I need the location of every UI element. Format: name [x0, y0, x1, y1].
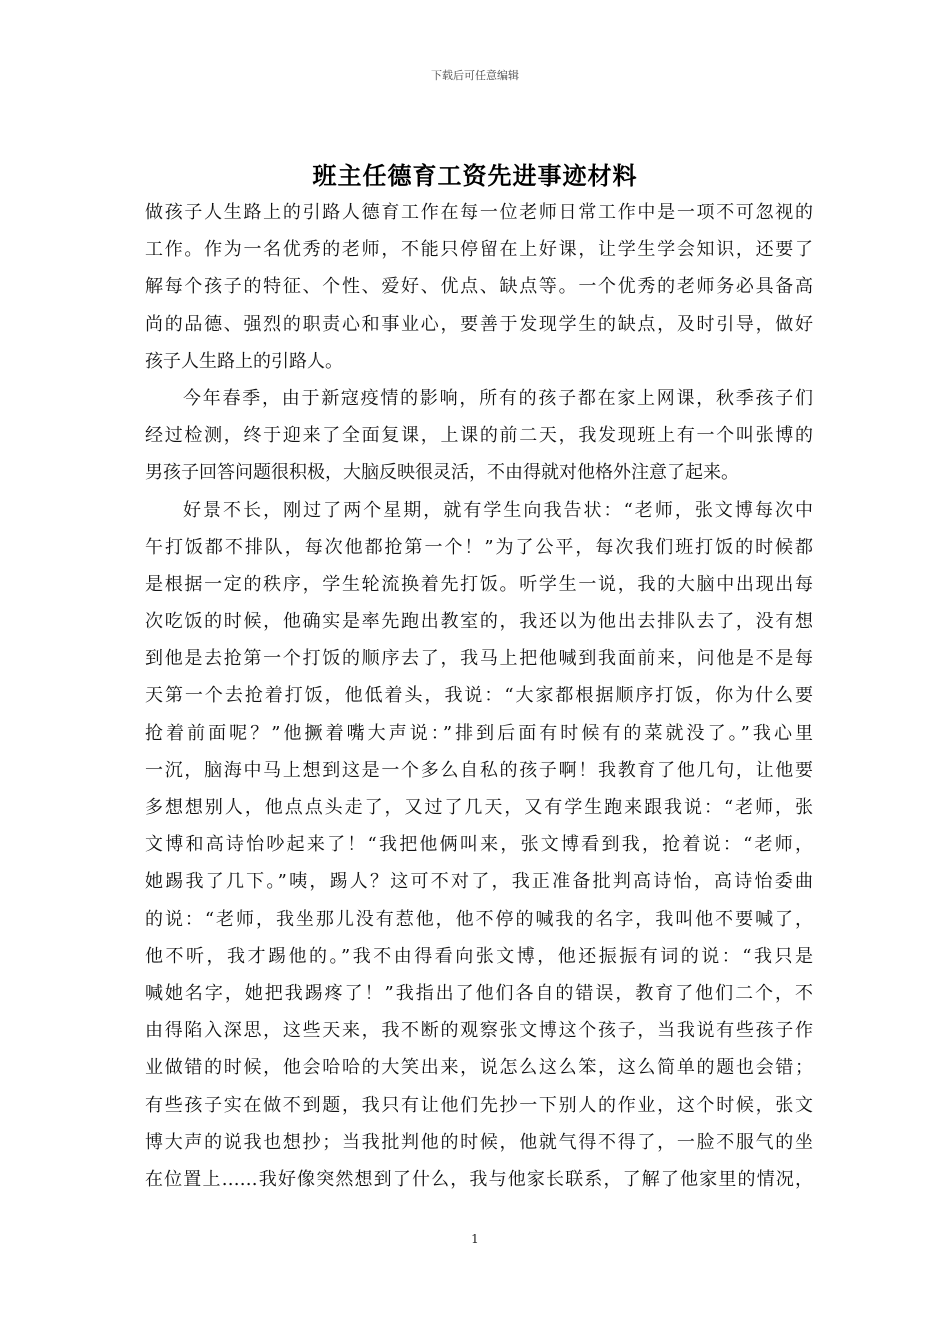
document-body [145, 194, 813, 1198]
paragraph-1-line-1: 做孩子人生路上的引路人德育工作在每一位老师日常工作中是一项不可忽视的 [145, 202, 813, 223]
paragraph-3-line-18: 博大声的说我也想抄；当我批判他的时候，他就气得不得了，一脸不服气的坐 [145, 1131, 813, 1153]
paragraph-3-line-17: 有些孩子实在做不到题，我只有让他们先抄一下别人的作业，这个时候，张文 [145, 1094, 813, 1116]
paragraph-3-line-14: 喊她名字，她把我踢疼了！”我指出了他们各自的错误，教育了他们二个，不 [145, 982, 813, 1004]
document-title: 班主任德育工资先进事迹材料 [312, 162, 638, 190]
paragraph-3-line-1: 好景不长，刚过了两个星期，就有学生向我告状：“老师，张文博每次中 [183, 499, 813, 521]
paragraph-3-line-12: 的说：“老师，我坐那儿没有惹他，他不停的喊我的名字，我叫他不要喊了， [145, 908, 813, 930]
page-header-note: 下载后可任意编辑 [431, 69, 519, 82]
paragraph-1-line-3: 解每个孩子的特征、个性、爱好、优点、缺点等。一个优秀的老师务必具备高 [145, 276, 813, 298]
paragraph-3-line-11: 她踢我了几下。”咦，踢人？这可不对了，我正准备批判高诗怡，高诗怡委曲 [145, 871, 813, 893]
paragraph-2-line-3: 男孩子回答问题很积极，大脑反映很灵活，不由得就对他格外注意了起来。 [145, 462, 739, 484]
paragraph-1-line-4: 尚的品德、强烈的职责心和事业心，要善于发现学生的缺点，及时引导，做好 [145, 313, 813, 335]
paragraph-1-line-5: 孩子人生路上的引路人。 [145, 350, 343, 372]
page-number: 1 [471, 1232, 479, 1246]
paragraph-3-line-19: 在位置上……我好像突然想到了什么，我与他家长联系，了解了他家里的情况， [145, 1168, 813, 1190]
paragraph-3-line-9: 多想想别人，他点点头走了，又过了几天，又有学生跑来跟我说：“老师，张 [145, 797, 813, 818]
paragraph-3-line-7: 抢着前面呢？”他撅着嘴大声说：”排到后面有时候有的菜就没了。”我心里 [145, 722, 813, 744]
paragraph-3-line-13: 他不听，我才踢他的。”我不由得看向张文博，他还振振有词的说：“我只是 [145, 945, 813, 967]
paragraph-3-line-2: 午打饭都不排队，每次他都抢第一个！”为了公平，每次我们班打饭的时候都 [145, 536, 813, 558]
paragraph-1-line-2: 工作。作为一名优秀的老师，不能只停留在上好课，让学生学会知识，还要了 [145, 239, 813, 261]
paragraph-3-line-10: 文博和高诗怡吵起来了！“我把他俩叫来，张文博看到我，抢着说：“老师， [145, 834, 813, 856]
paragraph-3-line-4: 次吃饭的时候，他确实是率先跑出教室的，我还以为他出去排队去了，没有想 [145, 611, 813, 633]
paragraph-2-line-2: 经过检测，终于迎来了全面复课，上课的前二天，我发现班上有一个叫张博的 [145, 425, 813, 447]
paragraph-2-line-1: 今年春季，由于新寇疫情的影响，所有的孩子都在家上网课，秋季孩子们 [183, 387, 813, 409]
paragraph-3-line-15: 由得陷入深思，这些天来，我不断的观察张文博这个孩子，当我说有些孩子作 [145, 1020, 813, 1042]
paragraph-3-line-16: 业做错的时候，他会哈哈的大笑出来，说怎么这么笨，这么简单的题也会错； [145, 1057, 813, 1079]
paragraph-3-line-6: 天第一个去抢着打饭，他低着头，我说：“大家都根据顺序打饭，你为什么要 [145, 685, 813, 707]
paragraph-3-line-8: 一沉，脑海中马上想到这是一个多么自私的孩子啊！我教育了他几句，让他要 [145, 759, 813, 781]
paragraph-3-line-3: 是根据一定的秩序，学生轮流换着先打饭。听学生一说，我的大脑中出现出每 [145, 573, 813, 595]
paragraph-3-line-5: 到他是去抢第一个打饭的顺序去了，我马上把他喊到我面前来，问他是不是每 [145, 648, 813, 670]
